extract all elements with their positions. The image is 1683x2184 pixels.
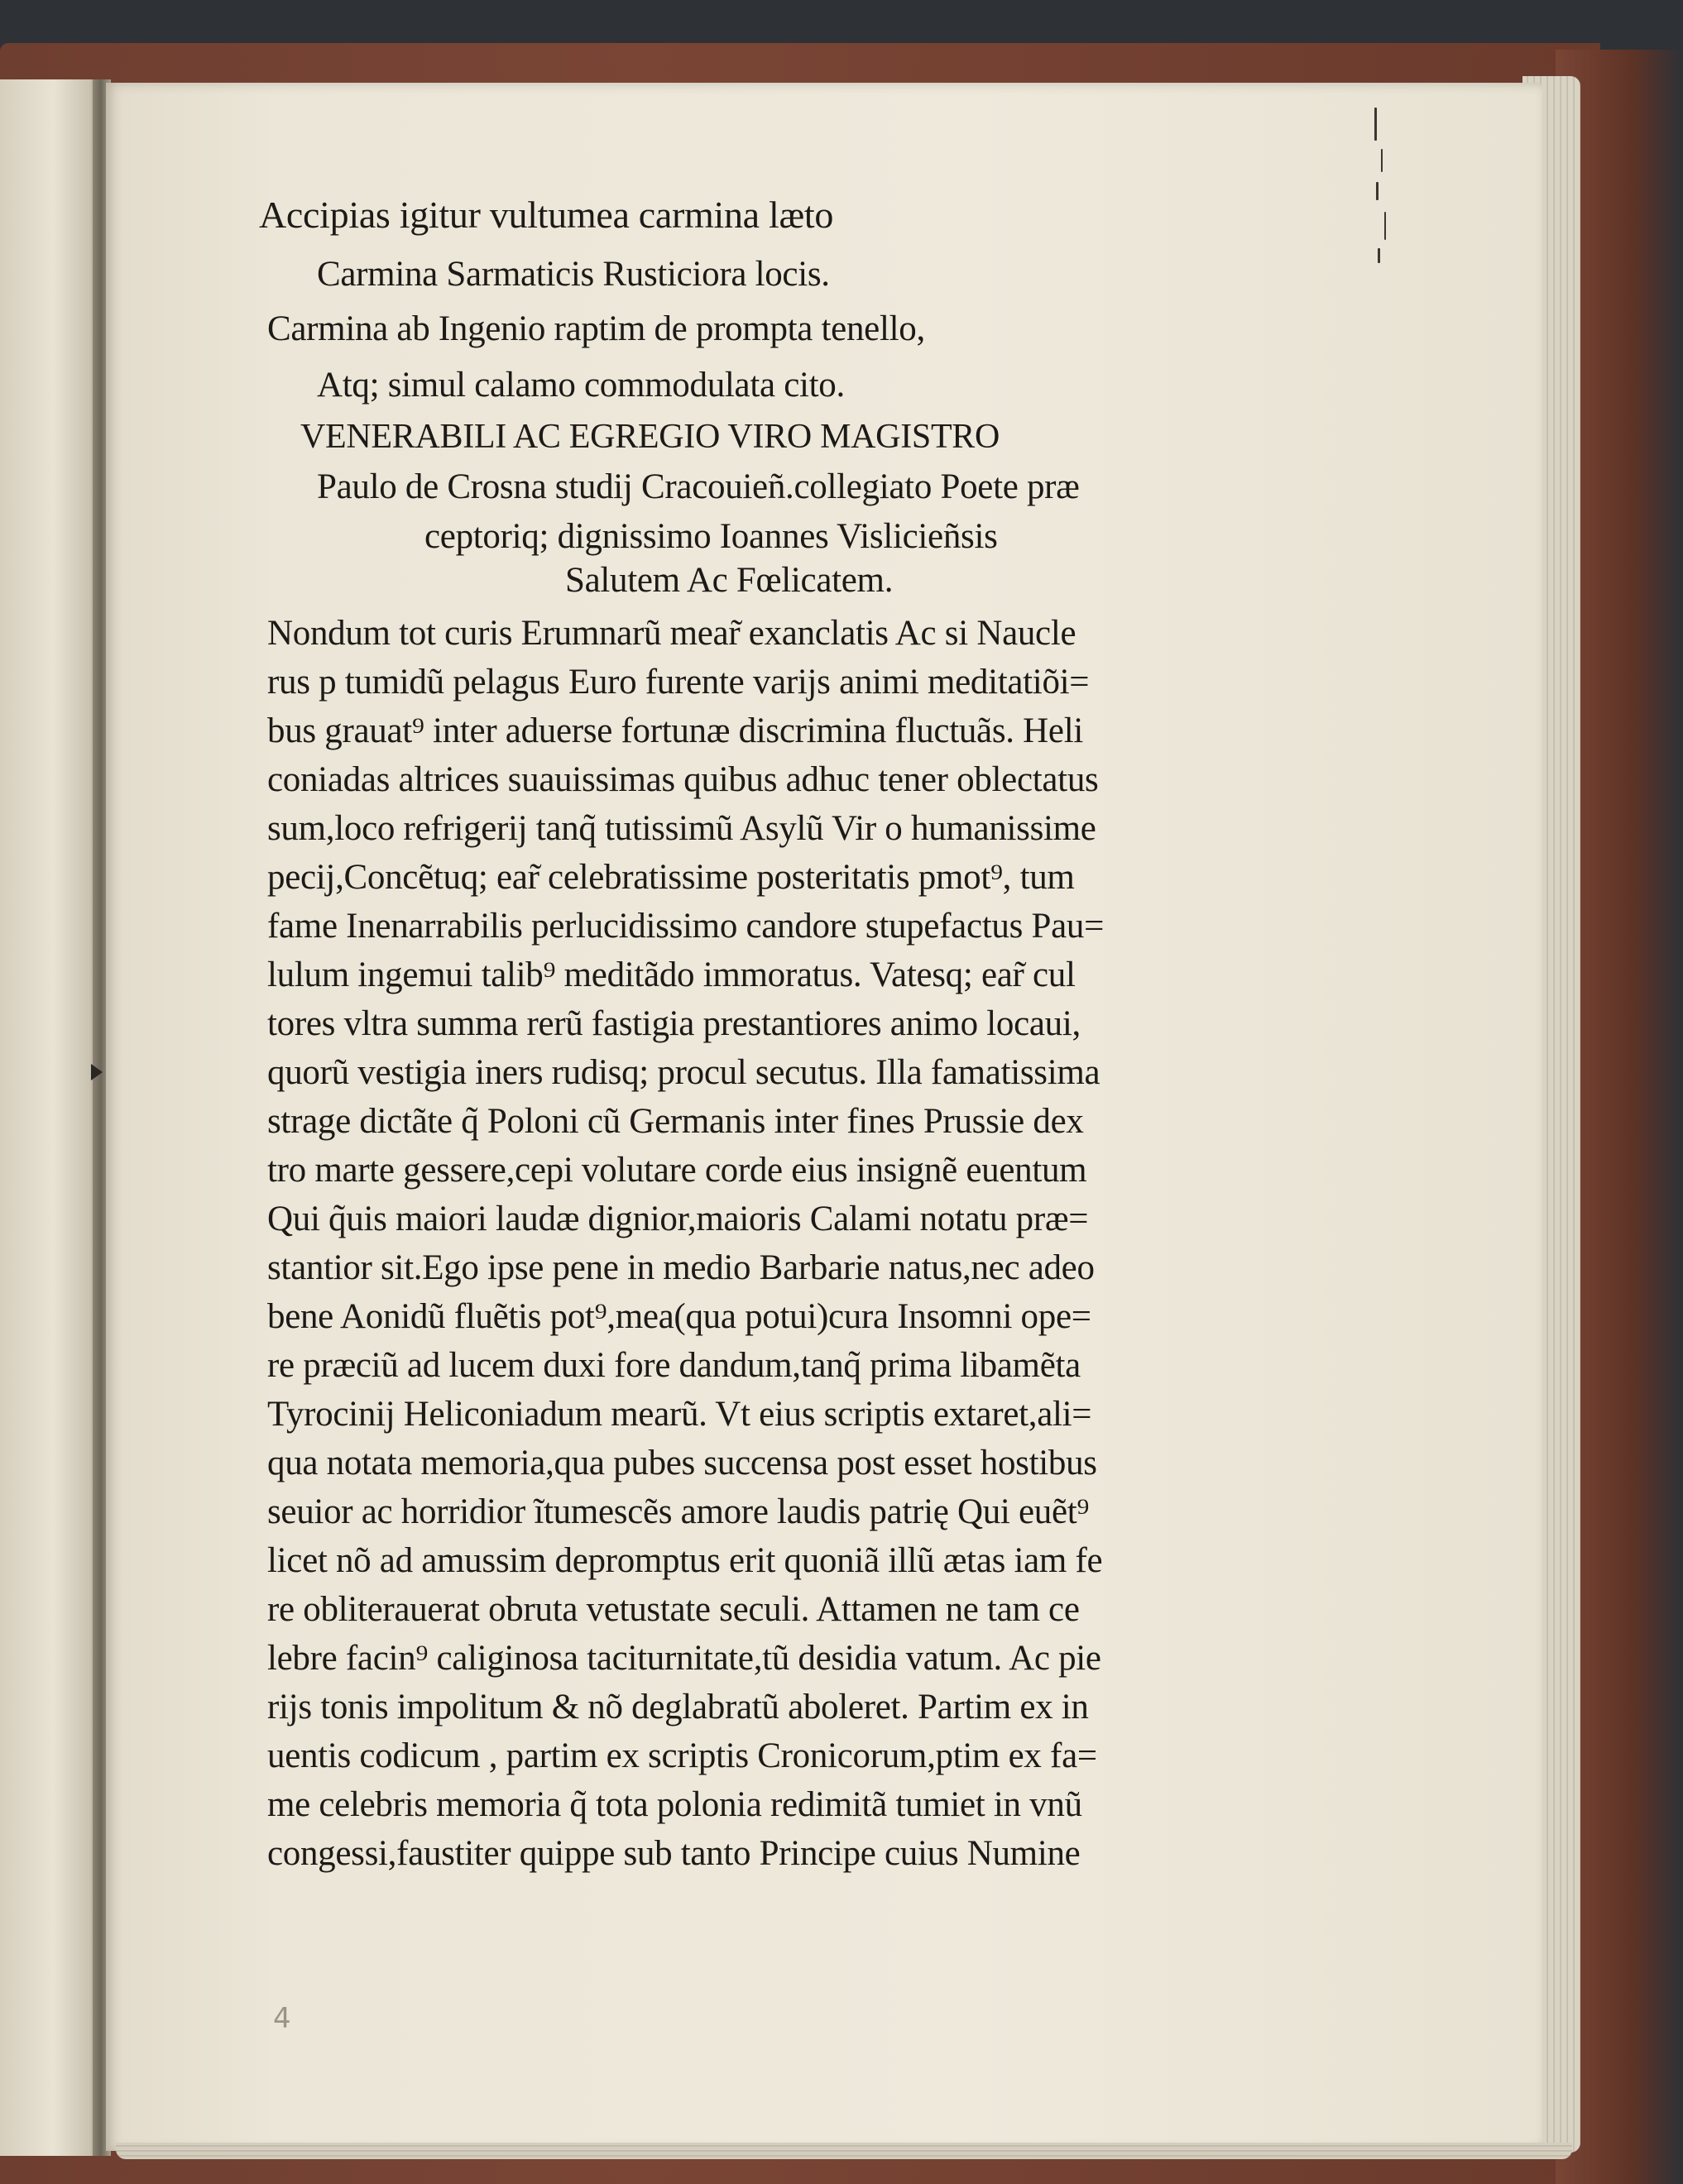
body-line: bus grauat⁹ inter aduerse fortunæ discrimina fluctuãs. Heli bbox=[267, 711, 1083, 750]
page-bottom-edge bbox=[116, 2143, 1572, 2159]
body-line: uentis codicum , partim ex scriptis Cronicorum,ptim ex fa= bbox=[267, 1736, 1097, 1775]
body-line: lebre facin⁹ caliginosa taciturnitate,tũ desidia vatum. Ac pie bbox=[267, 1639, 1101, 1678]
body-line: rijs tonis impolitum & nõ deglabratũ aboleret. Partim ex in bbox=[267, 1688, 1089, 1727]
body-line: quorũ vestigia iners rudisq; procul secutus. Illa famatissima bbox=[267, 1053, 1100, 1092]
body-line: Tyrocinij Heliconiadum mearũ. Vt eius scriptis extaret,ali= bbox=[267, 1395, 1092, 1434]
verse-line: Carmina Sarmaticis Rusticiora locis. bbox=[317, 255, 830, 294]
dedication-salutation: Salutem Ac Fœlicatem. bbox=[565, 561, 894, 600]
body-line: Qui q̃uis maiori laudæ dignior,maioris Calami notatu præ= bbox=[267, 1200, 1089, 1238]
left-page bbox=[0, 79, 98, 2156]
body-line: bene Aonidũ fluẽtis pot⁹,mea(qua potui)cura Insomni ope= bbox=[267, 1297, 1091, 1336]
body-line: coniadas altrices suauissimas quibus adhuc tener oblectatus bbox=[267, 760, 1099, 799]
dedication-heading-line: ceptoriq; dignissimo Ioannes Vislicieñsis bbox=[424, 517, 998, 556]
body-line: re obliterauerat obruta vetustate seculi. Attamen ne tam ce bbox=[267, 1590, 1080, 1629]
margin-pointer-icon bbox=[91, 1064, 103, 1080]
body-line: seuior ac horridior ĩtumescẽs amore laudis patrię Qui euẽt⁹ bbox=[267, 1492, 1090, 1531]
body-line: tro marte gessere,cepi volutare corde eius insignẽ euentum bbox=[267, 1151, 1087, 1190]
dedication-heading-line: Paulo de Crosna studij Cracouieñ.collegiato Poete præ bbox=[317, 467, 1080, 506]
body-line: Nondum tot curis Erumnarũ mear̃ exanclatis Ac si Naucle bbox=[267, 614, 1076, 653]
body-line: licet nõ ad amussim depromptus erit quoniã illũ ætas iam fe bbox=[267, 1541, 1103, 1580]
body-line: rus p tumidũ pelagus Euro furente varijs animi meditatiõi= bbox=[267, 663, 1090, 702]
body-line: stantior sit.Ego ipse pene in medio Barbarie natus,nec adeo bbox=[267, 1248, 1095, 1287]
body-line: congessi,faustiter quippe sub tanto Principe cuius Numine bbox=[267, 1834, 1081, 1873]
body-line: re præciũ ad lucem duxi fore dandum,tanq̃ prima libamẽta bbox=[267, 1346, 1081, 1385]
body-line: lulum ingemui talib⁹ meditãdo immoratus. Vatesq; ear̃ cul bbox=[267, 956, 1076, 994]
margin-marks bbox=[1369, 99, 1402, 281]
body-line: fame Inenarrabilis perlucidissimo candore stupefactus Pau= bbox=[267, 907, 1105, 946]
body-line: strage dictãte q̃ Poloni cũ Germanis inter fines Prussie dex bbox=[267, 1102, 1084, 1141]
body-line: pecij,Concẽtuq; ear̃ celebratissime posteritatis pmot⁹, tum bbox=[267, 858, 1075, 897]
body-line: me celebris memoria q̃ tota polonia redimitã tumiet in vnũ bbox=[267, 1785, 1082, 1824]
verse-line: Carmina ab Ingenio raptim de prompta tenello, bbox=[267, 309, 925, 348]
body-line: tores vltra summa rerũ fastigia prestantiores animo locaui, bbox=[267, 1004, 1081, 1043]
verse-line: Accipias igitur vultumea carmina læto bbox=[259, 194, 834, 236]
dedication-heading: VENERABILI AC EGREGIO VIRO MAGISTRO bbox=[300, 418, 1000, 456]
verse-line: Atq; simul calamo commodulata cito. bbox=[317, 366, 845, 405]
pencil-folio-number: 4 bbox=[273, 2002, 291, 2035]
body-line: qua notata memoria,qua pubes succensa post esset hostibus bbox=[267, 1444, 1097, 1482]
body-line: sum,loco refrigerij tanq̃ tutissimũ Asylũ Vir o humanissime bbox=[267, 809, 1096, 848]
